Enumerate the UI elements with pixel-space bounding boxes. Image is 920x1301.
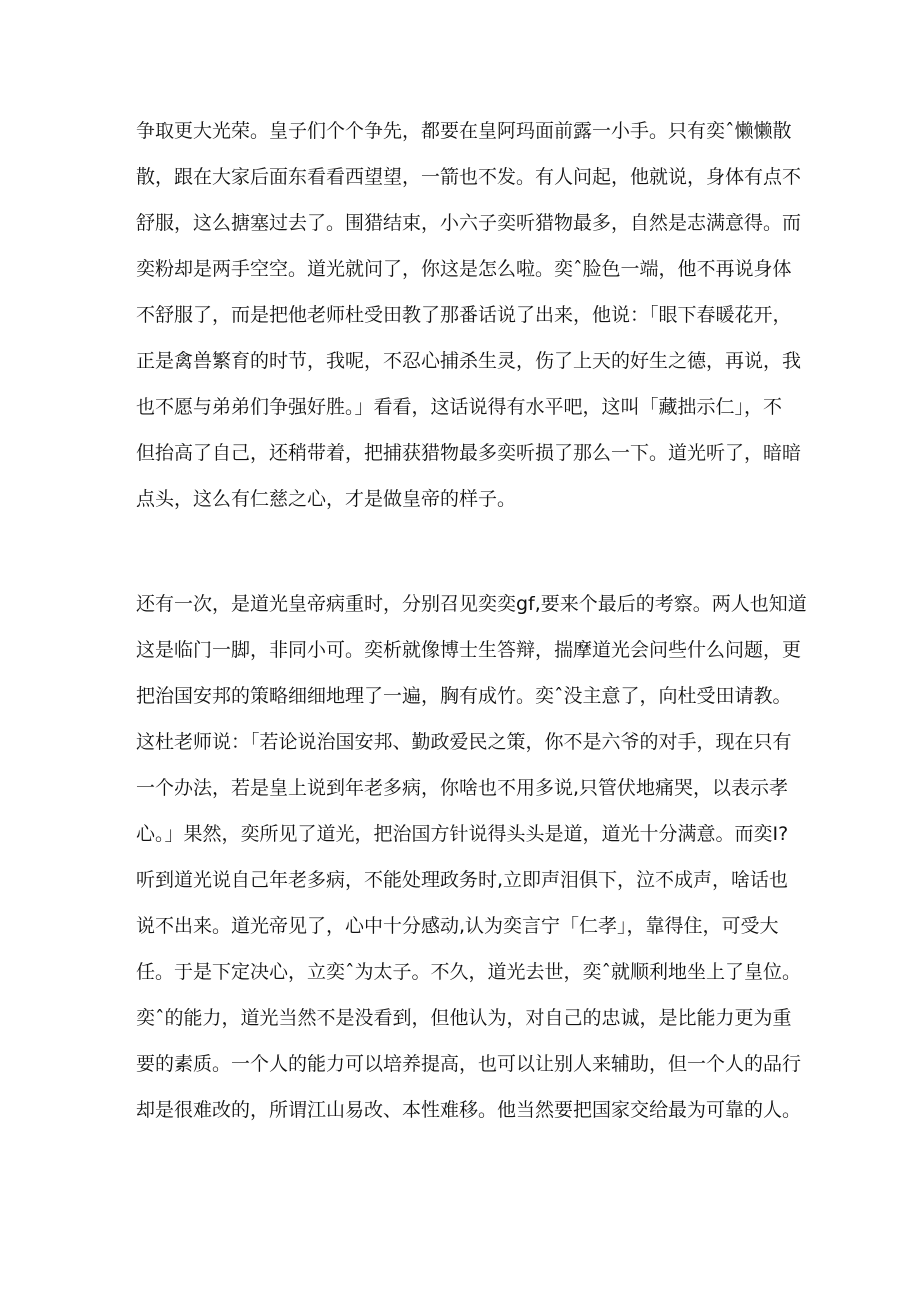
paragraph-line: 听到道光说自己年老多病，不能处理政务时,立即声泪俱下，泣不成声，啥话也 bbox=[136, 869, 789, 891]
paragraph-line: 散，跟在大家后面东看看西望望，一箭也不发。有人问起，他就说，身体有点不 bbox=[136, 166, 802, 188]
paragraph-line: 点头，这么有仁慈之心，才是做皇帝的样子。 bbox=[136, 488, 517, 510]
paragraph-2 bbox=[136, 581, 807, 1133]
paragraph-line: 心。」果然，奕所见了道光，把治国方针说得头头是道，道光十分满意。而奕I? bbox=[136, 823, 789, 845]
paragraph-line: 这是临门一脚，非同小可。奕析就像博士生答辩，揣摩道光会问些什么问题，更 bbox=[136, 639, 802, 661]
paragraph-line: 说不出来。道光帝见了，心中十分感动,认为奕言宁「仁孝」，靠得住，可受大 bbox=[136, 915, 779, 937]
paragraph-line: 任。于是下定决心，立奕ˆ为太子。不久，道光去世，奕ˆ就顺利地坐上了皇位。 bbox=[136, 961, 802, 983]
paragraph-line: 也不愿与弟弟们争强好胜。」看看，这话说得有水平吧，这叫「藏拙示仁」，不 bbox=[136, 396, 783, 418]
paragraph-line: 争取更大光荣。皇子们个个争先，都要在皇阿玛面前露一小手。只有奕ˆ懒懒散 bbox=[136, 120, 792, 142]
paragraph-line: 把治国安邦的策略细细地理了一遍，胸有成竹。奕ˆ没主意了，向杜受田请教。 bbox=[136, 685, 792, 707]
paragraph-line: 正是禽兽繁育的时节，我呢，不忍心捕杀生灵，伤了上天的好生之德，再说，我 bbox=[136, 350, 802, 372]
paragraph-line: 不舒服了，而是把他老师杜受田教了那番话说了出来，他说：「眼下春暖花开， bbox=[136, 304, 792, 326]
paragraph-line: 要的素质。一个人的能力可以培养提高，也可以让别人来辅助，但一个人的品行 bbox=[136, 1053, 802, 1075]
paragraph-line: 这杜老师说：「若论说治国安邦、勤政爱民之策，你不是六爷的对手，现在只有 bbox=[136, 731, 792, 753]
paragraph-line: 却是很难改的，所谓江山易改、本性难移。他当然要把国家交给最为可靠的人。 bbox=[136, 1099, 802, 1121]
paragraph-line: 一个办法，若是皇上说到年老多病，你啥也不用多说,只管伏地痛哭，以表示孝 bbox=[136, 777, 789, 799]
paragraph-line: 还有一次，是道光皇帝病重时，分别召见奕奕gf,要来个最后的考察。两人也知道 bbox=[136, 593, 807, 615]
paragraph-1 bbox=[136, 108, 802, 522]
paragraph-line: 但抬高了自己，还稍带着，把捕获猎物最多奕听损了那么一下。道光听了，暗暗 bbox=[136, 442, 802, 464]
paragraph-line: 奕粉却是两手空空。道光就问了，你这是怎么啦。奕ˆ脸色一端，他不再说身体 bbox=[136, 258, 792, 280]
paragraph-line: 舒服，这么搪塞过去了。围猎结束，小六子奕听猎物最多，自然是志满意得。而 bbox=[136, 212, 802, 234]
paragraph-line: 奕ˆ的能力，道光当然不是没看到，但他认为，对自己的忠诚，是比能力更为重 bbox=[136, 1007, 792, 1029]
